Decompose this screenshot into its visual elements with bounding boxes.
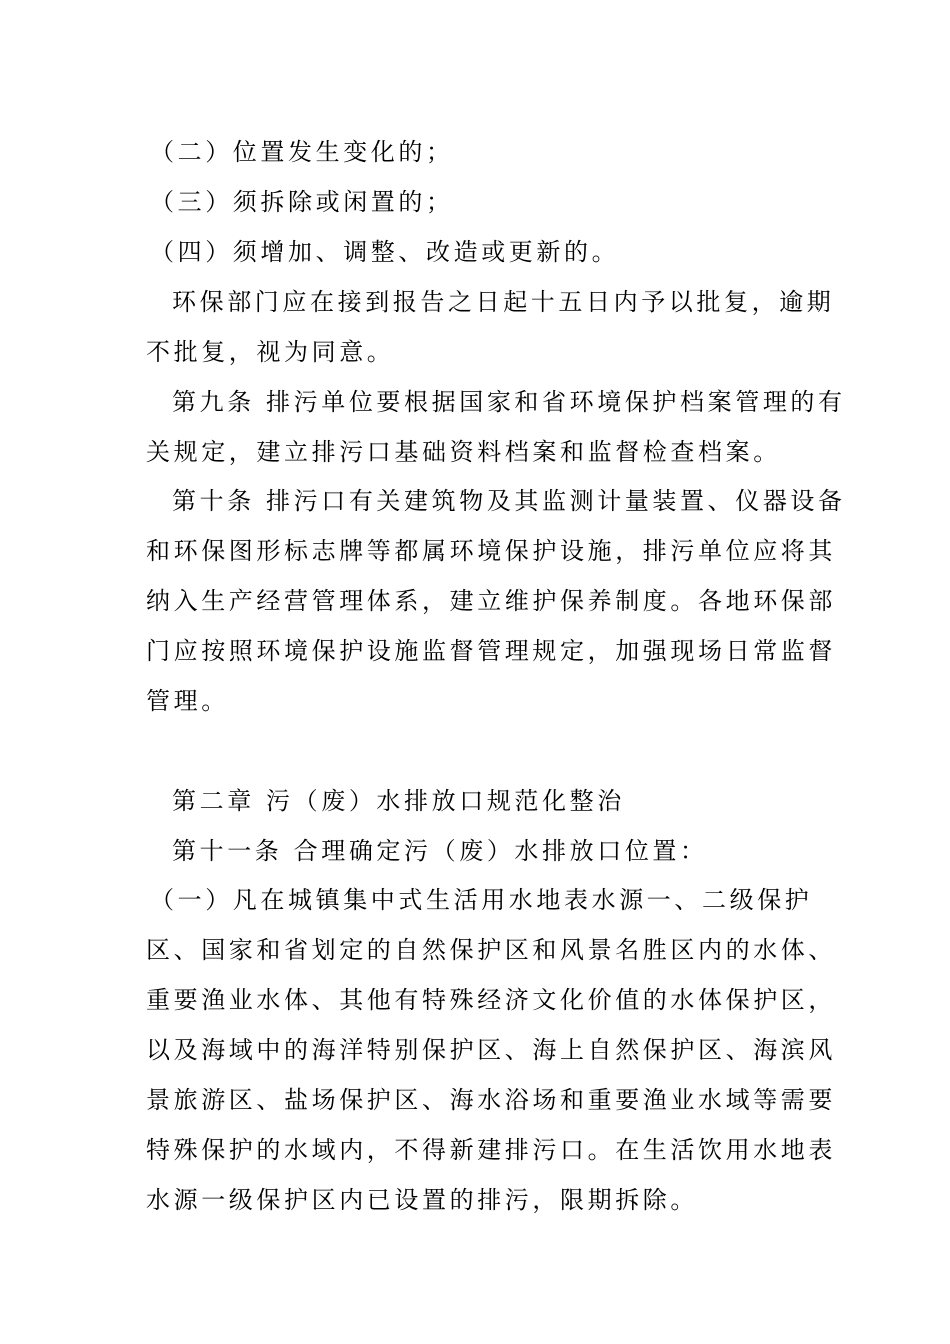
article-11-item-1-line-1: （一）凡在城镇集中式生活用水地表水源一、二级保护 [150,886,813,914]
article-11-item-1-line-5: 景旅游区、盐场保护区、海水浴场和重要渔业水域等需要 [146,1086,836,1114]
article-10-line-4: 门应按照环境保护设施监督管理规定，加强现场日常监督 [146,637,836,665]
article-9-line-2: 关规定，建立排污口基础资料档案和监督检查档案。 [146,438,781,466]
article-10-line-5: 管理。 [146,687,229,715]
article-11-item-1-line-4: 以及海域中的海洋特别保护区、海上自然保护区、海滨风 [146,1036,836,1064]
article-9-line-1: 第九条 排污单位要根据国家和省环境保护档案管理的有 [172,388,846,416]
paragraph-approval-line-1: 环保部门应在接到报告之日起十五日内予以批复，逾期 [172,288,835,316]
paragraph-approval-line-2: 不批复，视为同意。 [146,338,395,366]
article-11-item-1-line-3: 重要渔业水体、其他有特殊经济文化价值的水体保护区， [146,986,836,1014]
article-10-line-3: 纳入生产经营管理体系，建立维护保养制度。各地环保部 [146,587,836,615]
article-10-line-2: 和环保图形标志牌等都属环境保护设施，排污单位应将其 [146,537,836,565]
article-10-line-1: 第十条 排污口有关建筑物及其监测计量装置、仪器设备 [172,487,846,515]
article-11-item-1-line-2: 区、国家和省划定的自然保护区和风景名胜区内的水体、 [146,936,836,964]
list-item-3: （三）须拆除或闲置的； [150,188,454,216]
list-item-4: （四）须增加、调整、改造或更新的。 [150,238,620,266]
chapter-2-heading: 第二章 污（废）水排放口规范化整治 [172,787,625,815]
list-item-2: （二）位置发生变化的； [150,138,454,166]
article-11-item-1-line-7: 水源一级保护区内已设置的排污，限期拆除。 [146,1186,698,1214]
article-11-heading: 第十一条 合理确定污（废）水排放口位置： [172,837,708,865]
article-11-item-1-line-6: 特殊保护的水域内，不得新建排污口。在生活饮用水地表 [146,1136,836,1164]
